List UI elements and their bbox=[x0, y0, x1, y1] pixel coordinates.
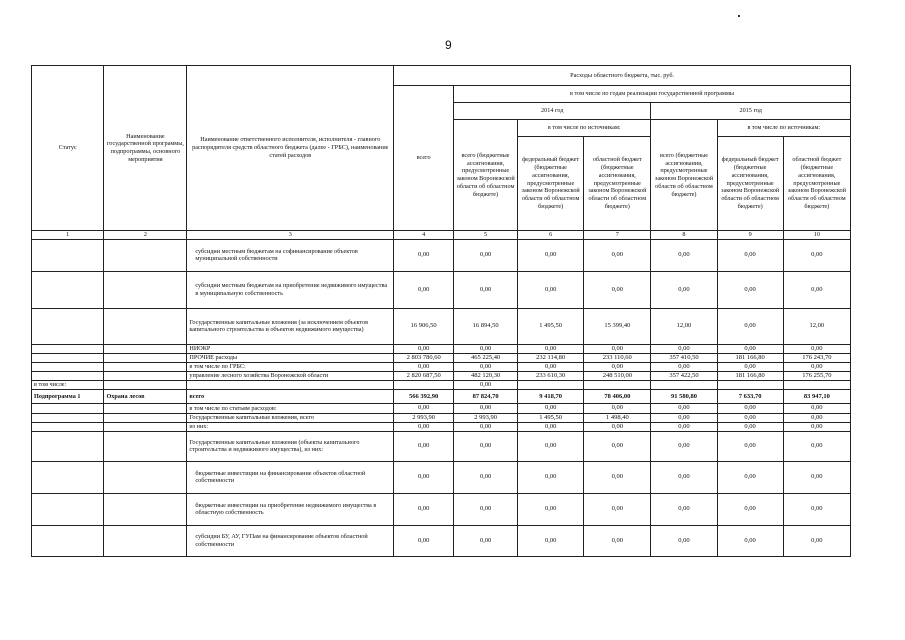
row-value: 0,00 bbox=[651, 413, 717, 422]
column-numbers-row bbox=[32, 231, 851, 240]
row-value: 0,00 bbox=[717, 431, 783, 461]
row-program bbox=[104, 353, 187, 362]
row-value: 0,00 bbox=[651, 525, 717, 556]
row-value: 0,00 bbox=[717, 422, 783, 431]
row-value: 0,00 bbox=[584, 422, 651, 431]
row-value: 0,00 bbox=[717, 363, 783, 372]
table-row bbox=[32, 381, 851, 390]
row-value: 0,00 bbox=[518, 271, 584, 308]
row-value: 1 495,50 bbox=[518, 413, 584, 422]
row-name: субсидии БУ, АУ, ГУПам на финансирование объектов областной собственности bbox=[187, 525, 394, 556]
row-status bbox=[32, 308, 104, 344]
header-total-budget-2014: всего (бюджетные ассигнования, предусмотренные законом Воронежской области об областном бюджете) bbox=[454, 120, 518, 231]
row-status bbox=[32, 413, 104, 422]
row-program bbox=[104, 271, 187, 308]
row-value: 0,00 bbox=[783, 413, 850, 422]
row-value: 1 498,40 bbox=[584, 413, 651, 422]
table-row bbox=[32, 390, 851, 404]
row-value: 0,00 bbox=[783, 271, 850, 308]
colnum: 7 bbox=[584, 231, 651, 240]
row-program bbox=[104, 493, 187, 525]
colnum: 3 bbox=[187, 231, 394, 240]
table-row bbox=[32, 493, 851, 525]
row-value: 16 894,50 bbox=[454, 308, 518, 344]
colnum: 4 bbox=[394, 231, 454, 240]
row-value: 0,00 bbox=[651, 422, 717, 431]
row-value: 83 947,10 bbox=[783, 390, 850, 404]
row-value: 0,00 bbox=[394, 404, 454, 413]
row-program bbox=[104, 344, 187, 353]
row-value: 2 993,90 bbox=[454, 413, 518, 422]
row-status bbox=[32, 239, 104, 271]
row-value bbox=[651, 381, 717, 390]
row-value: 0,00 bbox=[717, 461, 783, 493]
row-value: 0,00 bbox=[454, 404, 518, 413]
table-row bbox=[32, 422, 851, 431]
row-value: 0,00 bbox=[454, 271, 518, 308]
row-value: 0,00 bbox=[584, 404, 651, 413]
row-value: 0,00 bbox=[518, 239, 584, 271]
header-federal-2014: федеральный бюджет (бюджетные ассигнования, предусмотренные законом Воронежской области об областном бюджете) bbox=[518, 137, 584, 231]
row-value: 0,00 bbox=[394, 271, 454, 308]
colnum: 8 bbox=[651, 231, 717, 240]
row-program bbox=[104, 239, 187, 271]
table-row bbox=[32, 431, 851, 461]
row-value: 0,00 bbox=[454, 363, 518, 372]
row-value: 2 803 780,60 bbox=[394, 353, 454, 362]
colnum: 2 bbox=[104, 231, 187, 240]
row-name: из них: bbox=[187, 422, 394, 431]
row-value: 0,00 bbox=[394, 431, 454, 461]
row-name: бюджетные инвестиции на финансирование объектов областной собственности bbox=[187, 461, 394, 493]
row-value: 87 824,70 bbox=[454, 390, 518, 404]
row-value: 0,00 bbox=[454, 431, 518, 461]
row-value: 357 422,50 bbox=[651, 372, 717, 381]
table-row bbox=[32, 239, 851, 271]
row-value: 0,00 bbox=[584, 363, 651, 372]
row-value: 0,00 bbox=[651, 431, 717, 461]
row-value: 0,00 bbox=[584, 271, 651, 308]
row-name: Государственные капитальные вложения, всего bbox=[187, 413, 394, 422]
row-name: НИОКР bbox=[187, 344, 394, 353]
row-value: 0,00 bbox=[584, 431, 651, 461]
row-value: 0,00 bbox=[518, 431, 584, 461]
row-name: ПРОЧИЕ расходы bbox=[187, 353, 394, 362]
header-regional-2015: областной бюджет (бюджетные ассигнования, предусмотренные законом Воронежской области об областном бюджете) bbox=[783, 137, 850, 231]
row-value: 248 510,00 bbox=[584, 372, 651, 381]
row-value: 0,00 bbox=[454, 422, 518, 431]
row-value: 0,00 bbox=[584, 344, 651, 353]
row-value: 2 993,90 bbox=[394, 413, 454, 422]
header-status: Статус bbox=[32, 66, 104, 231]
row-value: 0,00 bbox=[394, 344, 454, 353]
row-value: 0,00 bbox=[717, 525, 783, 556]
header-total-budget-2015: всего (бюджетные ассигнования, предусмотренные законом Воронежской области об областном бюджете) bbox=[651, 120, 717, 231]
row-name: Государственные капитальные вложения (объекты капитального строительства и недвижимого имущества), из них: bbox=[187, 431, 394, 461]
row-value: 0,00 bbox=[454, 461, 518, 493]
row-value: 0,00 bbox=[717, 308, 783, 344]
row-value: 12,00 bbox=[651, 308, 717, 344]
row-value: 2 820 687,50 bbox=[394, 372, 454, 381]
row-program bbox=[104, 461, 187, 493]
row-value: 7 633,70 bbox=[717, 390, 783, 404]
row-value: 0,00 bbox=[394, 422, 454, 431]
row-status bbox=[32, 344, 104, 353]
table-row bbox=[32, 363, 851, 372]
row-value: 0,00 bbox=[584, 461, 651, 493]
row-value: 0,00 bbox=[783, 344, 850, 353]
row-value: 0,00 bbox=[783, 525, 850, 556]
header-by-sources-2015: в том числе по источникам: bbox=[717, 120, 850, 137]
header-by-sources-2014: в том числе по источникам: bbox=[518, 120, 651, 137]
row-status bbox=[32, 372, 104, 381]
row-name: всего bbox=[187, 390, 394, 404]
row-value: 0,00 bbox=[394, 493, 454, 525]
header-year-2015: 2015 год bbox=[651, 103, 851, 120]
row-value: 176 243,70 bbox=[783, 353, 850, 362]
row-value: 566 392,90 bbox=[394, 390, 454, 404]
row-value: 0,00 bbox=[394, 239, 454, 271]
row-status bbox=[32, 363, 104, 372]
row-value: 0,00 bbox=[783, 363, 850, 372]
row-value: 0,00 bbox=[518, 493, 584, 525]
row-value: 0,00 bbox=[651, 363, 717, 372]
row-value: 0,00 bbox=[518, 404, 584, 413]
page-number: 9 bbox=[445, 38, 452, 52]
row-value: 0,00 bbox=[651, 271, 717, 308]
row-value: 0,00 bbox=[454, 493, 518, 525]
row-value: 78 406,00 bbox=[584, 390, 651, 404]
row-value: 0,00 bbox=[717, 271, 783, 308]
row-value: 233 610,30 bbox=[518, 372, 584, 381]
row-value: 0,00 bbox=[717, 493, 783, 525]
row-name: Государственные капитальные вложения (за исключением объектов капитального строительства и объектов недвижимого имущества) bbox=[187, 308, 394, 344]
header-total: всего bbox=[394, 86, 454, 231]
table-row bbox=[32, 344, 851, 353]
row-value: 232 114,80 bbox=[518, 353, 584, 362]
scan-dot bbox=[738, 15, 740, 17]
row-program bbox=[104, 372, 187, 381]
row-program bbox=[104, 381, 187, 390]
row-value: 0,00 bbox=[717, 344, 783, 353]
header-by-years: в том числе по годам реализации государственной программы bbox=[454, 86, 851, 103]
row-value: 0,00 bbox=[584, 525, 651, 556]
row-value: 0,00 bbox=[651, 461, 717, 493]
row-value: 0,00 bbox=[454, 381, 518, 390]
row-name: в том числе по ГРБС: bbox=[187, 363, 394, 372]
row-value bbox=[518, 381, 584, 390]
table-row bbox=[32, 372, 851, 381]
row-program bbox=[104, 525, 187, 556]
table-row bbox=[32, 271, 851, 308]
row-value: 0,00 bbox=[518, 525, 584, 556]
row-program bbox=[104, 308, 187, 344]
row-program bbox=[104, 404, 187, 413]
row-value bbox=[717, 381, 783, 390]
row-value: 181 166,80 bbox=[717, 372, 783, 381]
row-value: 0,00 bbox=[454, 239, 518, 271]
row-value: 0,00 bbox=[454, 525, 518, 556]
row-value: 0,00 bbox=[717, 404, 783, 413]
row-value: 0,00 bbox=[394, 525, 454, 556]
row-value: 482 120,30 bbox=[454, 372, 518, 381]
header-year-2014: 2014 год bbox=[454, 103, 651, 120]
row-value: 0,00 bbox=[584, 239, 651, 271]
row-program bbox=[104, 363, 187, 372]
colnum: 1 bbox=[32, 231, 104, 240]
header-executor: Наименование ответственного исполнителя, исполнителя - главного распорядителя средств областного бюджета (далее - ГРБС), наименование статей расходов bbox=[187, 66, 394, 231]
row-value: 0,00 bbox=[717, 413, 783, 422]
colnum: 10 bbox=[783, 231, 850, 240]
row-name: бюджетные инвестиции на приобретение недвижимого имущества в областную собственность bbox=[187, 493, 394, 525]
row-value bbox=[783, 381, 850, 390]
row-status bbox=[32, 422, 104, 431]
row-value: 181 166,80 bbox=[717, 353, 783, 362]
row-value: 0,00 bbox=[651, 493, 717, 525]
header-program-name: Наименование государственной программы, подпрограммы, основного мероприятия bbox=[104, 66, 187, 231]
row-status bbox=[32, 493, 104, 525]
row-value: 0,00 bbox=[518, 344, 584, 353]
row-name: управление лесного хозяйства Воронежской области bbox=[187, 372, 394, 381]
row-value: 465 225,40 bbox=[454, 353, 518, 362]
row-value: 91 580,80 bbox=[651, 390, 717, 404]
row-value: 176 255,70 bbox=[783, 372, 850, 381]
table-row bbox=[32, 404, 851, 413]
row-value: 0,00 bbox=[394, 461, 454, 493]
row-value: 0,00 bbox=[783, 461, 850, 493]
row-value: 0,00 bbox=[651, 239, 717, 271]
row-value: 233 110,60 bbox=[584, 353, 651, 362]
table-row bbox=[32, 461, 851, 493]
row-program bbox=[104, 422, 187, 431]
row-value: 0,00 bbox=[783, 493, 850, 525]
row-value: 0,00 bbox=[783, 422, 850, 431]
row-name: в том числе по статьям расходов: bbox=[187, 404, 394, 413]
row-value: 0,00 bbox=[518, 461, 584, 493]
row-name: субсидии местным бюджетам на софинансирование объектов муниципальной собственности bbox=[187, 239, 394, 271]
colnum: 6 bbox=[518, 231, 584, 240]
colnum: 9 bbox=[717, 231, 783, 240]
row-value: 0,00 bbox=[717, 239, 783, 271]
row-value: 0,00 bbox=[584, 493, 651, 525]
row-value: 16 906,50 bbox=[394, 308, 454, 344]
row-status bbox=[32, 271, 104, 308]
row-program: Охрана лесов bbox=[104, 390, 187, 404]
row-value: 0,00 bbox=[783, 239, 850, 271]
row-value: 1 495,50 bbox=[518, 308, 584, 344]
row-value: 9 418,70 bbox=[518, 390, 584, 404]
row-status: в том числе: bbox=[32, 381, 104, 390]
table-row bbox=[32, 353, 851, 362]
row-status bbox=[32, 353, 104, 362]
header-expenses: Расходы областного бюджета, тыс. руб. bbox=[394, 66, 851, 86]
row-program bbox=[104, 413, 187, 422]
row-value bbox=[584, 381, 651, 390]
row-status bbox=[32, 525, 104, 556]
row-status bbox=[32, 461, 104, 493]
row-value: 0,00 bbox=[518, 422, 584, 431]
header-regional-2014: областной бюджет (бюджетные ассигнования, предусмотренные законом Воронежской области об областном бюджете) bbox=[584, 137, 651, 231]
table-row bbox=[32, 308, 851, 344]
row-value: 15 399,40 bbox=[584, 308, 651, 344]
budget-table bbox=[31, 65, 851, 557]
row-value: 0,00 bbox=[454, 344, 518, 353]
row-value: 0,00 bbox=[651, 404, 717, 413]
row-value: 0,00 bbox=[394, 363, 454, 372]
row-value: 357 410,50 bbox=[651, 353, 717, 362]
row-value bbox=[394, 381, 454, 390]
colnum: 5 bbox=[454, 231, 518, 240]
row-value: 12,00 bbox=[783, 308, 850, 344]
row-status: Подпрограмма 1 bbox=[32, 390, 104, 404]
table-row bbox=[32, 525, 851, 556]
row-value: 0,00 bbox=[783, 431, 850, 461]
row-status bbox=[32, 404, 104, 413]
row-value: 0,00 bbox=[518, 363, 584, 372]
row-status bbox=[32, 431, 104, 461]
row-program bbox=[104, 431, 187, 461]
row-name: субсидии местным бюджетам на приобретение недвижимого имущества в муниципальную собственность bbox=[187, 271, 394, 308]
row-name bbox=[187, 381, 394, 390]
table-row bbox=[32, 413, 851, 422]
header-federal-2015: федеральный бюджет (бюджетные ассигнования, предусмотренные законом Воронежской области об областном бюджете) bbox=[717, 137, 783, 231]
row-value: 0,00 bbox=[783, 404, 850, 413]
row-value: 0,00 bbox=[651, 344, 717, 353]
